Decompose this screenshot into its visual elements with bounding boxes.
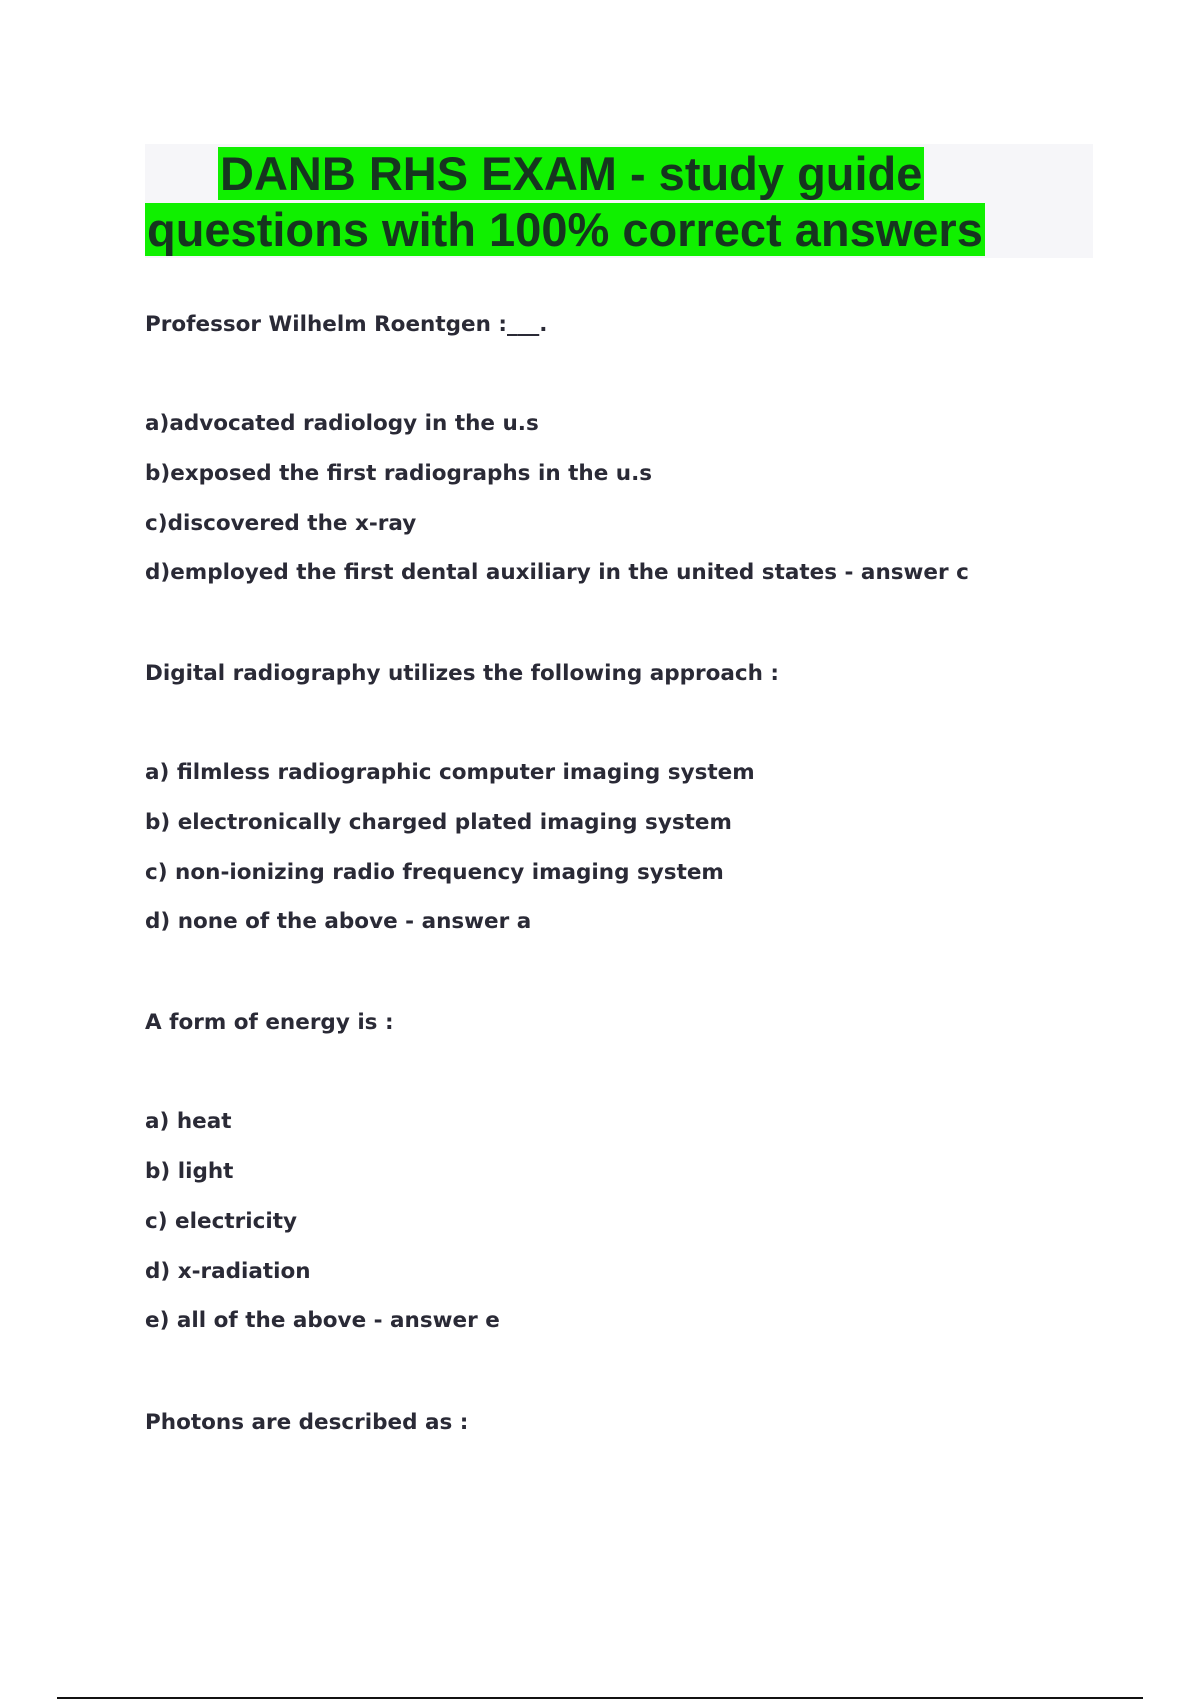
answer-option: c) electricity — [145, 1209, 297, 1234]
document-title-line-1 — [218, 146, 924, 202]
answer-option: b)exposed the first radiographs in the u.s — [145, 461, 653, 486]
title-highlight-1: DANB RHS EXAM - study guide — [220, 147, 923, 200]
answer-option: c)discovered the x-ray — [145, 511, 417, 536]
answer-option: b) electronically charged plated imaging system — [145, 810, 732, 835]
question-prompt: Digital radiography utilizes the following approach : — [145, 661, 780, 686]
question-prompt: Photons are described as : — [145, 1410, 469, 1435]
answer-option: c) non-ionizing radio frequency imaging system — [145, 860, 724, 885]
answer-option: a) filmless radiographic computer imaging system — [145, 760, 755, 785]
answer-option: e) all of the above - answer e — [145, 1308, 500, 1333]
title-highlight-2: questions with 100% correct answers — [147, 203, 983, 256]
question-prompt: Professor Wilhelm Roentgen :___. — [145, 312, 548, 337]
answer-option: d) none of the above - answer a — [145, 909, 532, 934]
page-bottom-rule — [57, 1697, 1143, 1699]
answer-option: a) heat — [145, 1109, 232, 1134]
answer-option: d)employed the first dental auxiliary in the united states - answer c — [145, 560, 969, 585]
document-title-line-2 — [145, 202, 985, 258]
answer-option: a)advocated radiology in the u.s — [145, 411, 539, 436]
question-prompt: A form of energy is : — [145, 1010, 394, 1035]
answer-option: b) light — [145, 1159, 234, 1184]
answer-option: d) x-radiation — [145, 1259, 311, 1284]
